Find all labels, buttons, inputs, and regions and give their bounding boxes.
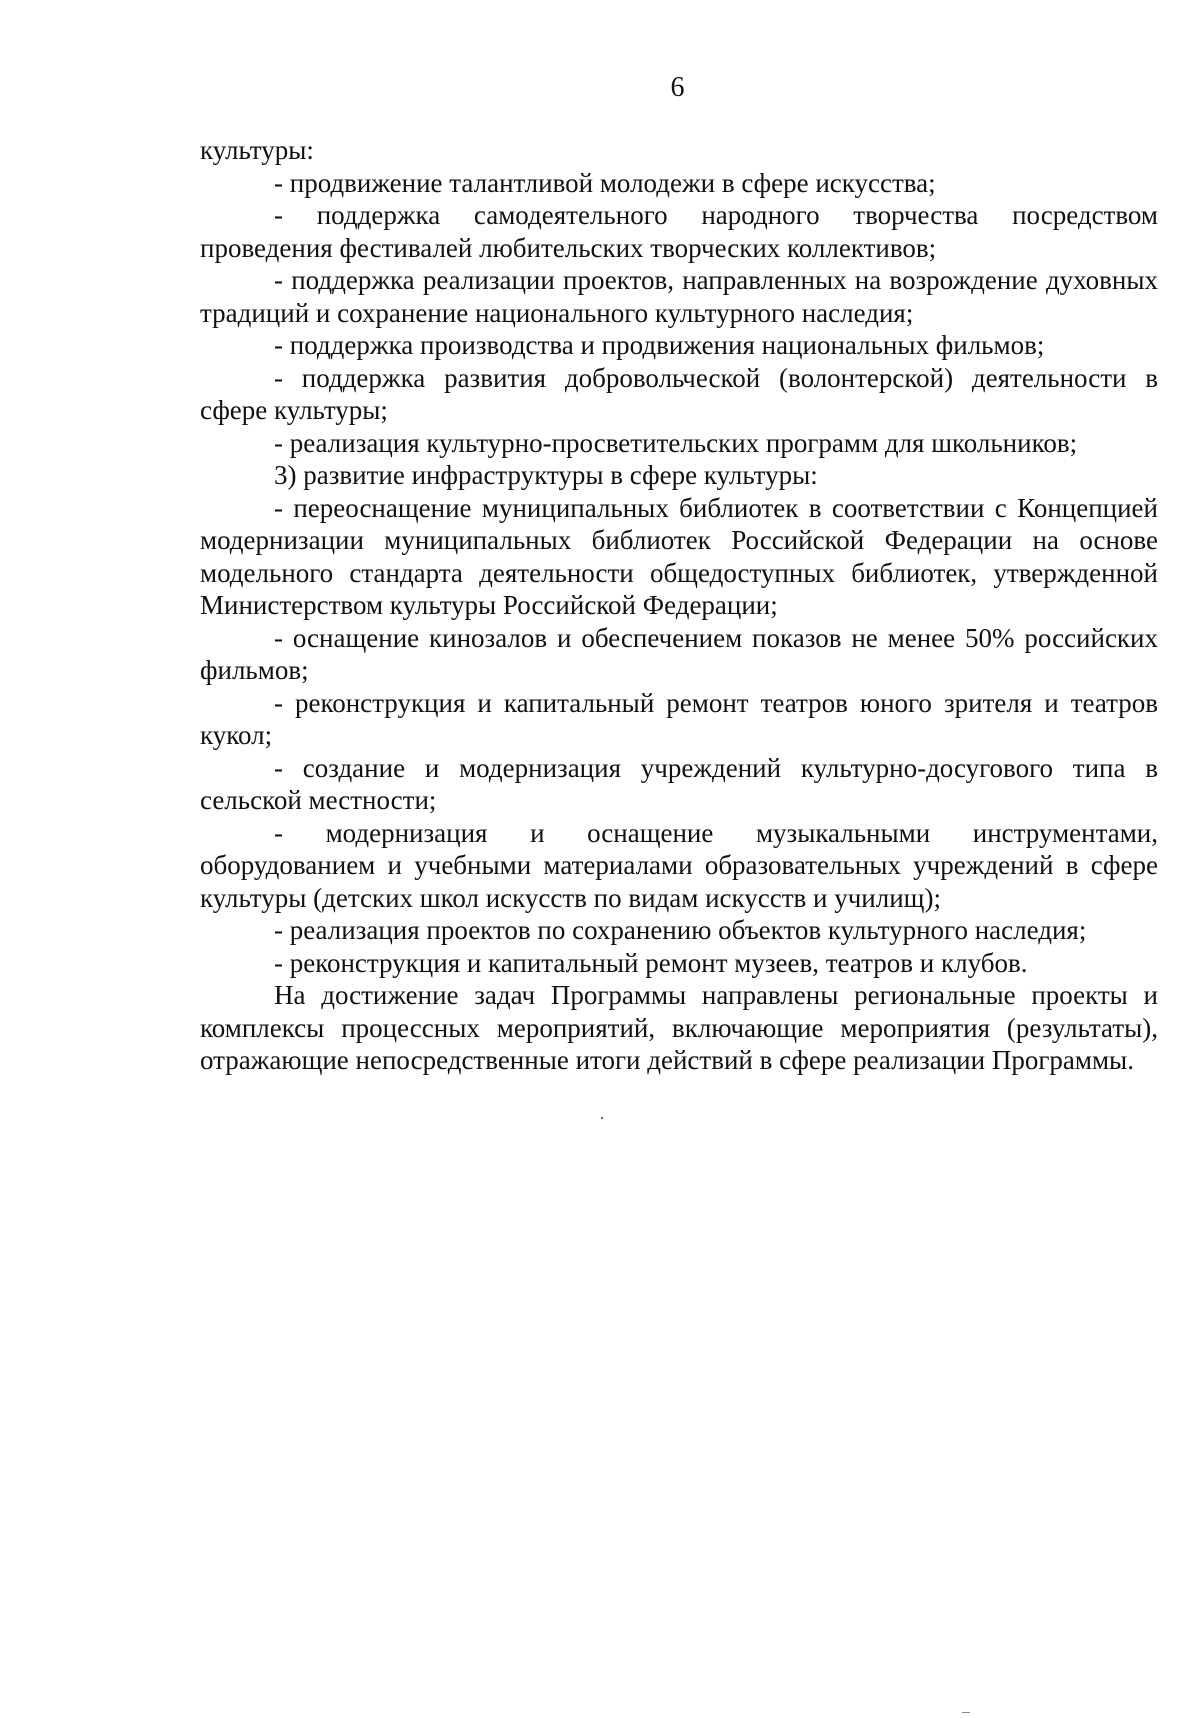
list-item: - поддержка самодеятельного народного творчества посредством проведения фестивалей любительских творческих коллективов; [200, 200, 1158, 263]
list-item: - переоснащение муниципальных библиотек в соответствии с Концепцией модернизации муниципальных библиотек Российской Федерации на основе модельного стандарта деятельности общедоступных библиотек, утвержденной Министерством культуры Российской Федерации; [200, 492, 1158, 620]
list-item: - реализация культурно-просветительских программ для школьников; [274, 427, 1078, 458]
list-item: - поддержка производства и продвижения национальных фильмов; [274, 330, 1045, 360]
paragraph-continuation: культуры: [200, 135, 314, 165]
list-item: - модернизация и оснащение музыкальными инструментами, оборудованием и учебными материалами образовательных учреждений в сфере культуры (детских школ искусств по видам искусств и училищ); [200, 817, 1158, 913]
closing-paragraph: На достижение задач Программы направлены региональные проекты и комплексы процессных мероприятий, включающие мероприятия (результаты), отражающие непосредственные итоги действий в сфере реализации Программы. [200, 980, 1158, 1075]
list-item: - поддержка реализации проектов, направленных на возрождение духовных традиций и сохранение национального культурного наследия; [200, 265, 1158, 328]
section-heading: 3) развитие инфраструктуры в сфере культуры: [274, 460, 818, 490]
page-number: 6 [670, 72, 685, 103]
list-item: - реализация проектов по сохранению объектов культурного наследия; [274, 915, 1087, 945]
list-item: - поддержка развития добровольческой (волонтерской) деятельности в сфере культуры; [200, 362, 1158, 425]
list-item: - создание и модернизация учреждений культурно-досугового типа в сельской местности; [200, 752, 1158, 815]
scan-speck [601, 1117, 603, 1119]
list-item: - реконструкция и капитальный ремонт театров юного зрителя и театров кукол; [200, 687, 1158, 750]
document-body [200, 134, 1158, 1077]
list-item: - продвижение талантливой молодежи в сфере искусства; [274, 167, 936, 198]
list-item: - реконструкция и капитальный ремонт музеев, театров и клубов. [274, 947, 1028, 978]
list-item: - оснащение кинозалов и обеспечением показов не менее 50% российских фильмов; [200, 622, 1158, 685]
scan-mark [962, 1712, 970, 1713]
